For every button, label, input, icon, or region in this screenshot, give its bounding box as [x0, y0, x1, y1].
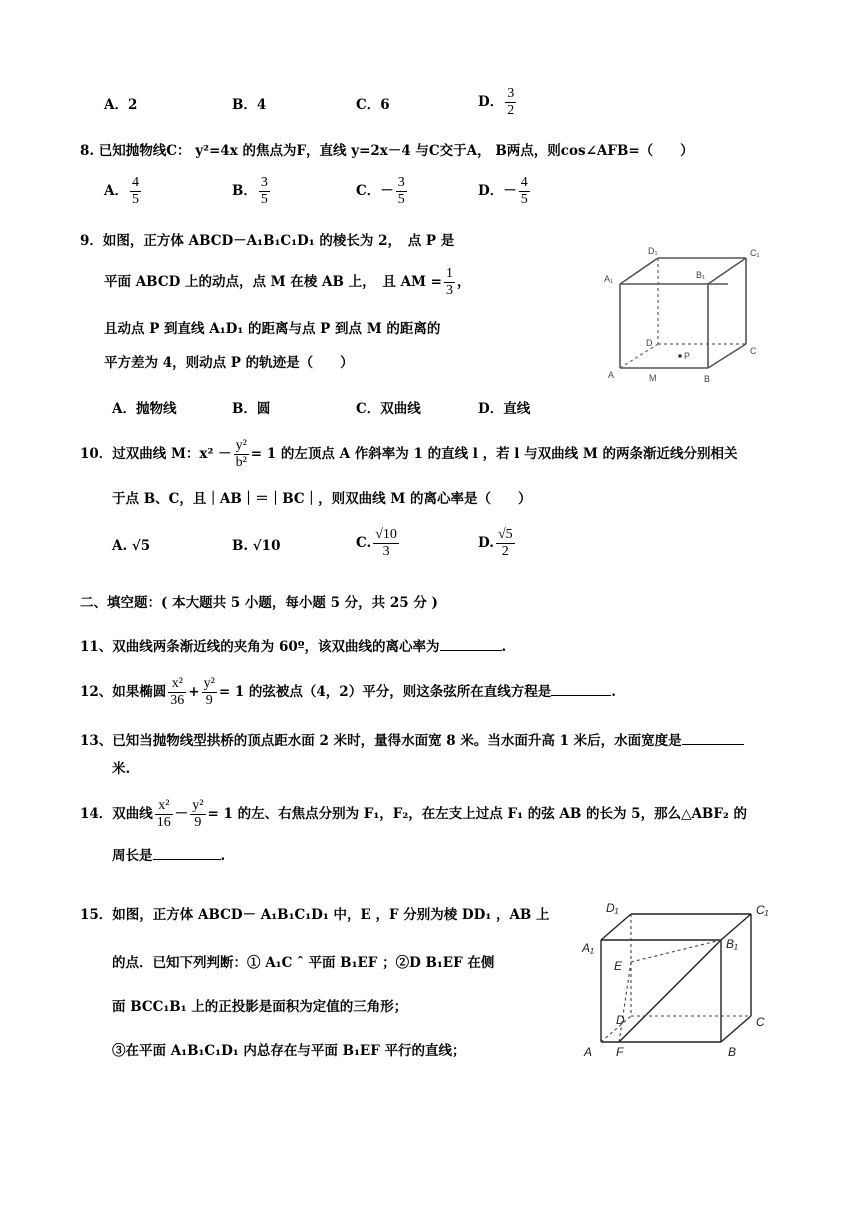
q9-line-3: 且动点 P 到直线 A₁D₁ 的距离与点 P 到点 M 的距离的 [104, 321, 441, 337]
q7-option-a: A．2 [104, 97, 138, 113]
q10-line-1: 10．过双曲线 M：x² － $\frac{\text{y²}}{\text{b²}}$ = 1 的左顶点 A 作斜率为 1 的直线 l ，若 l 与双曲线 M 的两条渐近线分别相关 [80, 438, 738, 470]
q10-line-2: 于点 B、C，且｜AB｜＝｜BC｜，则双曲线 M 的离心率是（ ） [112, 491, 532, 507]
q15-line-eb1 [631, 940, 721, 962]
q9-label-c1: C₁ [750, 248, 760, 258]
q12-question: 12、如果椭圆 $\frac{\text{x²}}{36}$ + $\frac{\text{y²}}{9}$ = 1 的弦被点（4，2）平分，则这条弦所在直线方程是 . [80, 676, 616, 708]
q9-point-p [678, 354, 682, 358]
q15-label-a: A [584, 1045, 593, 1059]
q9-label-d1: D₁ [648, 246, 658, 256]
q9-cube-figure [600, 236, 770, 386]
q14-answer-blank[interactable] [153, 845, 221, 860]
q10-option-a: A. √5 [112, 538, 151, 554]
q15-line-4: ③在平面 A₁B₁C₁D₁ 内总存在与平面 B₁EF 平行的直线； [112, 1043, 466, 1059]
q15-label-d: D [616, 1013, 625, 1027]
q15-line-3: 面 BCC₁B₁ 上的正投影是面积为定值的三角形； [112, 999, 408, 1015]
q15-label-a1: A₁ [582, 941, 594, 955]
q15-label-d1: D₁ [606, 901, 619, 915]
q9-option-a: A．抛物线 [112, 401, 177, 417]
q8-option-a: A． $\frac{4}{5}$ [104, 175, 139, 207]
section-2-heading: 二、填空题：( 本大题共 5 小题，每小题 5 分，共 25 分 ) [80, 595, 438, 611]
q15-cube-figure [576, 900, 776, 1066]
q15-edge-a1d1 [601, 914, 631, 940]
q9-option-c: C．双曲线 [356, 401, 421, 417]
q15-line-b1f [619, 940, 721, 1042]
q15-line-ef [619, 962, 631, 1042]
q13-line-2: 米. [112, 761, 131, 777]
q12-fraction-2: $\frac{\text{y²}}{9}$ [203, 676, 215, 708]
q12-fraction-1: $\frac{\text{x²}}{36}$ [170, 676, 185, 708]
q9-option-b: B．圆 [232, 401, 271, 417]
q7-option-d: D． $\frac{3}{2}$ [478, 86, 515, 118]
q10-c-fraction: $\frac{√10}{3}$ [375, 527, 397, 559]
q14-line-1: 14．双曲线 $\frac{\text{x²}}{16}$ － $\frac{\text{y²}}{9}$ = 1 的左、右焦点分别为 F₁，F₂，在左支上过点 F₁ 的弦 AB 的长为 5，那么△ABF₂ 的 [80, 798, 748, 830]
q7-d-fraction: $\frac{3}{2}$ [507, 86, 515, 118]
q8-a-fraction: $\frac{4}{5}$ [131, 175, 139, 207]
q15-line-1: 15．如图，正方体 ABCD－ A₁B₁C₁D₁ 中，E ，F 分别为棱 DD₁ ，AB 上 [80, 907, 550, 923]
q8-option-b: B． $\frac{3}{5}$ [232, 175, 268, 207]
q9-label-a: A [608, 370, 615, 380]
q13-line-1: 13、已知当抛物线型拱桥的顶点距水面 2 米时，量得水面宽 8 米。当水面升高 1 米后，水面宽度是 [80, 730, 744, 750]
q14-line-2: 周长是 . [112, 845, 225, 865]
q9-label-a1: A₁ [604, 274, 614, 284]
q8-question: 8. 已知抛物线C： y²=4x 的焦点为F，直线 y=2x－4 与C交于A， B两点，则cos∠AFB=（ ） [80, 143, 694, 159]
q13-answer-blank[interactable] [682, 730, 744, 745]
q9-line-4: 平方差为 4，则动点 P 的轨迹是（ ） [104, 355, 354, 371]
q11-question: 11、双曲线两条渐近线的夹角为 60º，该双曲线的离心率为 . [80, 636, 506, 656]
q9-line-1: 9．如图，正方体 ABCD－A₁B₁C₁D₁ 的棱长为 2， 点 P 是 [80, 233, 455, 249]
q15-label-c1: C₁ [756, 903, 769, 917]
q7-option-b: B．4 [232, 97, 267, 113]
q8-b-fraction: $\frac{3}{5}$ [260, 175, 268, 207]
q10-option-d: D. $\frac{√5}{2}$ [478, 527, 513, 559]
q9-label-c: C [750, 346, 757, 356]
q9-line-2: 平面 ABCD 上的动点，点 M 在棱 AB 上， 且 AM = $\frac{1}{3}$ ， [104, 266, 471, 298]
q8-c-fraction: $\frac{3}{5}$ [397, 175, 405, 207]
q9-edge-bc [708, 344, 746, 368]
q14-fraction-2: $\frac{\text{y²}}{9}$ [192, 798, 204, 830]
q8-option-d: D．－ $\frac{4}{5}$ [478, 175, 528, 207]
q10-d-fraction: $\frac{√5}{2}$ [497, 527, 513, 559]
q9-label-b: B [704, 374, 711, 384]
q12-answer-blank[interactable] [551, 681, 611, 696]
q15-label-c: C [756, 1015, 765, 1029]
q9-edge-b1c1 [708, 258, 746, 284]
q10-fraction: $\frac{\text{y²}}{\text{b²}}$ [235, 438, 247, 470]
q8-option-c: C．－ $\frac{3}{5}$ [356, 175, 405, 207]
q8-d-fraction: $\frac{4}{5}$ [520, 175, 528, 207]
q9-label-m: M [649, 373, 657, 383]
q9-am-fraction: $\frac{1}{3}$ [446, 266, 453, 298]
q9-label-b1: B₁ [696, 270, 706, 280]
q9-edge-a1d1 [620, 258, 658, 284]
q9-option-d: D．直线 [478, 401, 531, 417]
q15-edge-bc [721, 1016, 751, 1042]
q14-fraction-1: $\frac{\text{x²}}{16}$ [156, 798, 171, 830]
q11-answer-blank[interactable] [440, 636, 502, 651]
q10-option-b: B. √10 [232, 538, 281, 554]
q15-line-2: 的点．已知下列判断：① A₁C ˆ 平面 B₁EF ；②D B₁EF 在侧 [112, 955, 495, 971]
q15-label-e: E [614, 959, 623, 973]
q10-option-c: C. $\frac{√10}{3}$ [356, 527, 397, 559]
q15-label-b1: B₁ [726, 937, 738, 951]
q9-label-p: P [684, 351, 691, 361]
q7-option-c: C．6 [356, 97, 390, 113]
q15-label-b: B [728, 1045, 737, 1059]
q9-label-d: D [646, 338, 653, 348]
q15-label-f: F [616, 1045, 624, 1059]
